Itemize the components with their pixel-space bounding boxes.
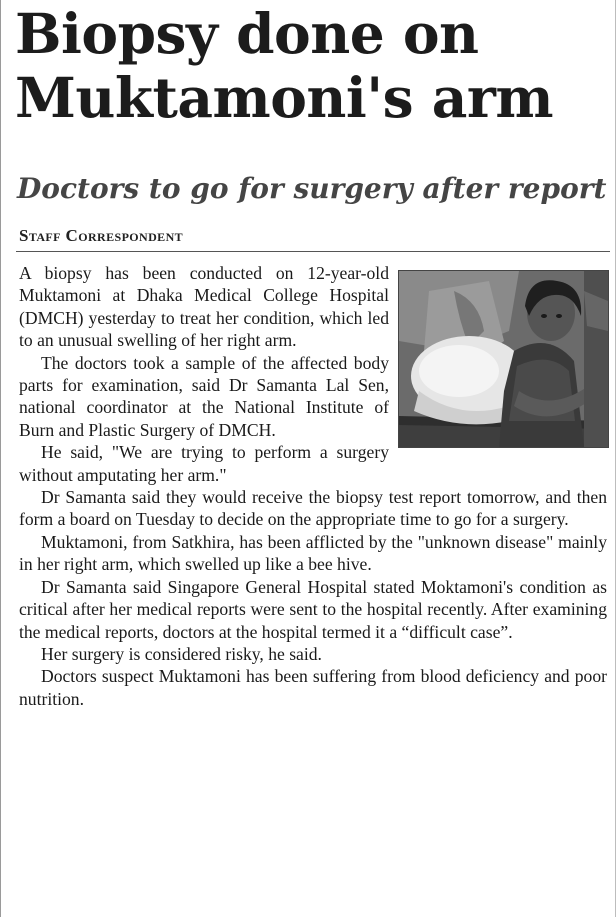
paragraph: Dr Samanta said they would receive the biopsy test report tomorrow, and then form a board on Tuesday to decide on the appropriate time to go for a surgery. (19, 487, 607, 530)
paragraph: Dr Samanta said Singapore General Hospital stated Moktamoni's condition as critical after her medical reports were sent to the hospital recently. After examining the medical reports, doctors at the hospital termed it a “difficult case”. (19, 576, 607, 642)
byline-divider (16, 251, 610, 252)
paragraph: The doctors took a sample of the affected body parts for examination, said Dr Samanta Lal Sen, national coordinator at the National Institute of Burn and Plastic Surgery of DMCH. (19, 352, 389, 440)
paragraph: Doctors suspect Muktamoni has been suffering from blood deficiency and poor nutrition. (19, 666, 607, 709)
headline: Biopsy done on Muktamoni's arm (15, 1, 554, 130)
paragraph: Her surgery is considered risky, he said. (41, 643, 322, 664)
byline: Staff Correspondent (19, 226, 184, 245)
paragraph: He said, "We are trying to perform a surgery without amputating her arm." (19, 442, 389, 485)
paragraph: A biopsy has been conducted on 12-year-old Muktamoni at Dhaka Medical College Hospital (DMCH) yesterday to treat her condition, which led to an unusual swelling of her right arm. (19, 263, 389, 351)
paragraph: Muktamoni, from Satkhira, has been afflicted by the "unknown disease" mainly in her right arm, which swelled up like a bee hive. (19, 531, 607, 575)
article-body (19, 262, 607, 710)
subheadline: Doctors to go for surgery after report (17, 172, 607, 205)
